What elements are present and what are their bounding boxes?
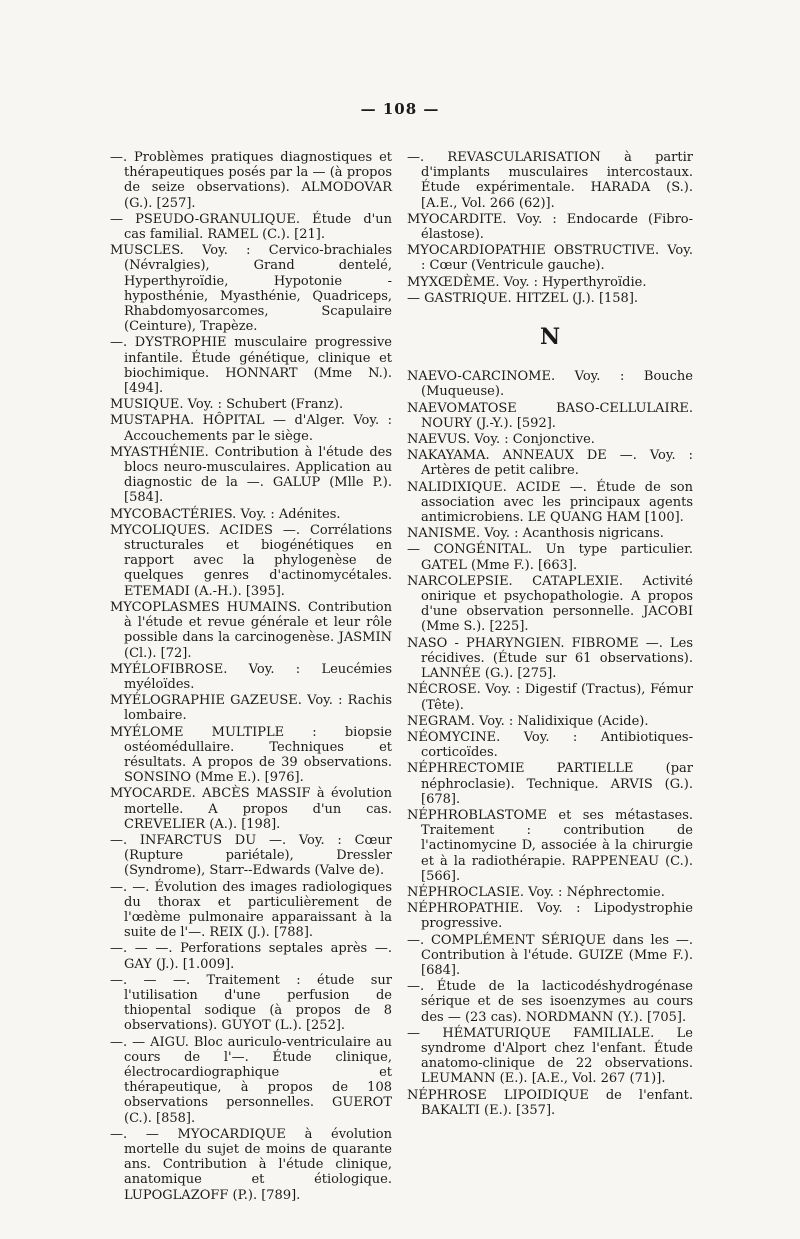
index-entry: NÉPHRECTOMIE PARTIELLE (par néphroclasie). Technique. ARVIS (G.). [678]. xyxy=(407,761,693,807)
index-entry: —. COMPLÉMENT SÉRIQUE dans les —. Contribution à l'étude. GUIZE (Mme F.). [684]. xyxy=(407,932,693,978)
index-entry: NASO - PHARYNGIEN. FIBROME —. Les récidives. (Étude sur 61 observations). LANNÉE (G.). [275]. xyxy=(407,635,693,682)
index-entry: NAKAYAMA. ANNEAUX DE —. Voy. : Artères de petit calibre. xyxy=(407,448,693,479)
index-entry: NEGRAM. Voy. : Nalidixique (Acide). xyxy=(407,713,649,729)
index-entry: MYOCARDITE. Voy. : Endocarde (Fibro-élastose). xyxy=(407,211,693,243)
index-entry: MYCOLIQUES. ACIDES —. Corrélations structurales et biogénétiques en rapport avec la phylogenèse de quelques genres d'actinomycétales. ETEMADI (A.-H.). [395]. xyxy=(110,522,392,599)
index-entry: MYOCARDIOPATHIE OBSTRUCTIVE. Voy. : Cœur (Ventricule gauche). xyxy=(407,243,693,274)
index-entry: MUSTAPHA. HÔPITAL — d'Alger. Voy. : Accouchements par le siège. xyxy=(110,413,392,444)
index-entry: NÉOMYCINE. Voy. : Antibiotiques-corticoïdes. xyxy=(407,729,693,761)
index-entry: —. — MYOCARDIQUE à évolution mortelle du sujet de moins de quarante ans. Contribution à l'étude clinique, anatomique et étiologique. LUPOGLAZOFF (P.). [789]. xyxy=(110,1126,392,1203)
index-entry: —. — AIGU. Bloc auriculo-ventriculaire au cours de l'—. Étude clinique, électrocardiographique et thérapeutique, à propos de 108 observations personnelles. GUEROT (C.). [858]. xyxy=(110,1034,392,1126)
index-entry: NÉPHROPATHIE. Voy. : Lipodystrophie progressive. xyxy=(407,901,693,932)
index-entry: — HÉMATURIQUE FAMILIALE. Le syndrome d'Alport chez l'enfant. Étude anatomo-clinique de 22 observations. LEUMANN (E.). [A.E., Vol. 267 (71)]. xyxy=(407,1025,693,1087)
index-entry: MUSIQUE. Voy. : Schubert (Franz). xyxy=(110,397,344,413)
index-entry: —. — —. Traitement : étude sur l'utilisation d'une perfusion de thiopental sodique (à propos de 8 observations). GUYOT (L.). [252]. xyxy=(110,972,392,1034)
index-entry: MUSCLES. Voy. : Cervico-brachiales (Névralgies), Grand dentelé, Hyperthyroïdie, Hypotonie - hyposthénie, Myasthénie, Quadriceps, Rhabdomyosarcomes, Scapulaire (Ceinture), Trapèze. xyxy=(110,243,392,335)
index-entry: MYCOPLASMES HUMAINS. Contribution à l'étude et revue générale et leur rôle possible dans la carcinogenèse. JASMIN (Cl.). [72]. xyxy=(110,599,392,661)
index-entry: —. Étude de la lacticodéshydrogénase sérique et de ses isoenzymes au cours des — (23 cas). NORDMANN (Y.). [705]. xyxy=(407,979,693,1025)
index-entry: — PSEUDO-GRANULIQUE. Étude d'un cas familial. RAMEL (C.). [21]. xyxy=(110,211,392,243)
index-entry: —. INFARCTUS DU —. Voy. : Cœur (Rupture pariétale), Dressler (Syndrome), Starr--Edwards (Valve de). xyxy=(110,832,392,879)
index-entry: —. DYSTROPHIE musculaire progressive infantile. Étude génétique, clinique et biochimique. HONNART (Mme N.). [494]. xyxy=(110,335,392,397)
index-entry: NÉPHROCLASIE. Voy. : Néphrectomie. xyxy=(407,884,665,900)
left-column xyxy=(110,150,392,1204)
index-entry: — CONGÉNITAL. Un type particulier. GATEL (Mme F.). [663]. xyxy=(407,542,693,573)
index-entry: —. — —. Perforations septales après —. GAY (J.). [1.009]. xyxy=(110,941,392,972)
index-entry: NÉPHROBLASTOME et ses métastases. Traitement : contribution de l'actinomycine D, associée à la chirurgie et à la radiothérapie. RAPPENEAU (C.). [566]. xyxy=(407,807,693,884)
index-entry: MYÉLOGRAPHIE GAZEUSE. Voy. : Rachis lombaire. xyxy=(110,693,392,724)
index-entry: —. Problèmes pratiques diagnostiques et thérapeutiques posés par la — (à propos de seize observations). ALMODOVAR (G.). [257]. xyxy=(110,150,392,211)
index-entry: NÉPHROSE LIPOIDIQUE de l'enfant. BAKALTI (E.). [357]. xyxy=(407,1087,693,1118)
index-entry: NAEVUS. Voy. : Conjonctive. xyxy=(407,432,595,448)
index-entry: NÉCROSE. Voy. : Digestif (Tractus), Fémur (Tête). xyxy=(407,682,693,713)
index-entry: MYXŒDÈME. Voy. : Hyperthyroïdie. xyxy=(407,274,647,290)
section-letter-heading: N xyxy=(539,324,561,351)
index-entry: MYOCARDE. ABCÈS MASSIF à évolution mortelle. A propos d'un cas. CREVELIER (A.). [198]. xyxy=(110,786,392,832)
page-number: — 108 — xyxy=(360,100,440,118)
index-entry: NAEVO-CARCINOME. Voy. : Bouche (Muqueuse). xyxy=(407,369,693,400)
index-entry: —. REVASCULARISATION à partir d'implants musculaires intercostaux. Étude expérimentale. HARADA (S.). [A.E., Vol. 266 (62)]. xyxy=(407,150,693,211)
index-entry: MYÉLOME MULTIPLE : biopsie ostéomédullaire. Techniques et résultats. A propos de 39 observations. SONSINO (Mme E.). [976]. xyxy=(110,724,392,786)
index-entry: — GASTRIQUE. HITZEL (J.). [158]. xyxy=(407,290,639,306)
index-entry: MYASTHÉNIE. Contribution à l'étude des blocs neuro-musculaires. Application au diagnostic de la —. GALUP (Mlle P.). [584]. xyxy=(110,444,392,506)
index-entry: NAEVOMATOSE BASO-CELLULAIRE. NOURY (J.-Y.). [592]. xyxy=(407,400,693,431)
index-entry: NANISME. Voy. : Acanthosis nigricans. xyxy=(407,526,664,542)
index-entry: NARCOLEPSIE. CATAPLEXIE. Activité onirique et psychopathologie. A propos d'une observation personnelle. JACOBI (Mme S.). [225]. xyxy=(407,573,693,635)
right-column xyxy=(407,150,693,1119)
index-entry: MYÉLOFIBROSE. Voy. : Leucémies myéloïdes. xyxy=(110,661,392,692)
index-entry: NALIDIXIQUE. ACIDE —. Étude de son association avec les principaux agents antimicrobiens. LE QUANG HAM [100]. xyxy=(407,479,693,526)
index-entry: —. —. Évolution des images radiologiques du thorax et particulièrement de l'œdème pulmonaire apparaissant à la suite de l'—. REIX (J.). [788]. xyxy=(110,879,392,941)
index-entry: MYCOBACTÉRIES. Voy. : Adénites. xyxy=(110,506,341,522)
